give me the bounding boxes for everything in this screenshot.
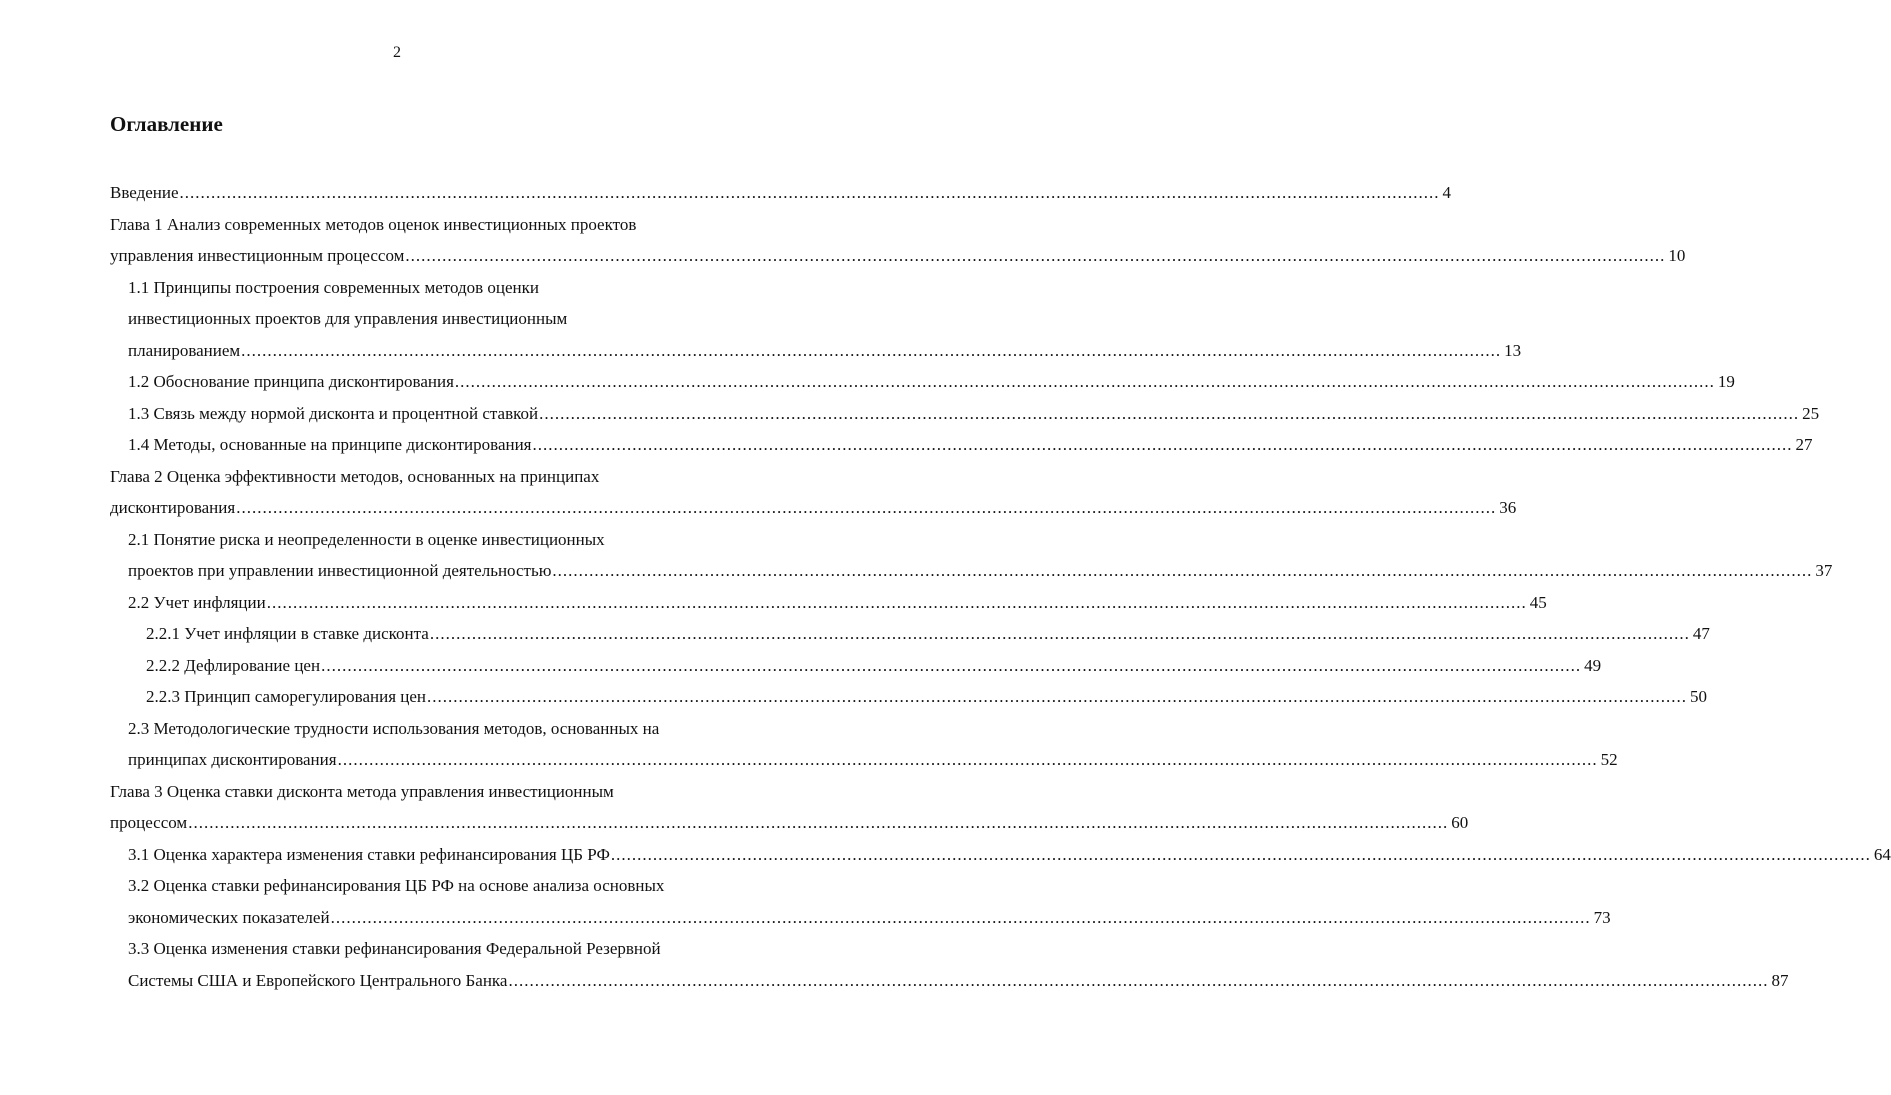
leader-dots: ................................................................................................................................................................................................................................................ (532, 435, 1793, 454)
toc-entry-text: дисконтирования (110, 492, 236, 524)
toc-entry-text: 2.1 Понятие риска и неопределенности в оценке инвестиционных (128, 529, 605, 549)
toc-entry-3-3-cont[interactable] (0, 965, 1789, 997)
toc-entry-chapter-3-cont[interactable] (0, 807, 1469, 839)
toc-entry-1-3[interactable] (0, 398, 1820, 430)
leader-dots: ................................................................................................................................................................................................................................................ (337, 750, 1598, 769)
toc-entry-chapter-2-cont[interactable] (0, 492, 1517, 524)
leader-dots: ................................................................................................................................................................................................................................................ (405, 246, 1666, 265)
toc-entry-text: экономических показателей (128, 902, 331, 934)
toc-entry-2-3-cont[interactable] (0, 744, 1618, 776)
toc-entry-text: 2.2.2 Дефлирование цен (146, 650, 321, 682)
leader-dots: ................................................................................................................................................................................................................................................ (179, 183, 1440, 202)
table-of-contents (0, 177, 1891, 996)
toc-entry-text: проектов при управлении инвестиционной деятельностью (128, 555, 552, 587)
toc-page-number: 64 (1871, 839, 1891, 871)
toc-page-number: 13 (1501, 335, 1521, 367)
toc-entry-text: Введение (110, 177, 180, 209)
toc-entry-text: планированием (128, 335, 241, 367)
toc-page-number: 45 (1527, 587, 1547, 619)
toc-entry-text: процессом (110, 807, 188, 839)
toc-entry-text: 3.3 Оценка изменения ставки рефинансирования Федеральной Резервной (128, 939, 661, 958)
toc-page-number: 19 (1715, 366, 1735, 398)
toc-page-number: 25 (1799, 398, 1819, 430)
leader-dots: ................................................................................................................................................................................................................................................ (241, 340, 1502, 360)
toc-entry-text: 2.2.3 Принцип саморегулирования цен (146, 681, 427, 713)
toc-page-number: 60 (1448, 807, 1468, 839)
toc-page-number: 4 (1440, 177, 1452, 209)
leader-dots: ................................................................................................................................................................................................................................................ (610, 844, 1871, 864)
leader-dots: ................................................................................................................................................................................................................................................ (429, 624, 1690, 643)
toc-entry-text: 1.2 Обоснование принципа дисконтирования (128, 366, 455, 398)
toc-page-number: 52 (1598, 744, 1618, 776)
toc-entry-2-2[interactable] (0, 587, 1547, 619)
toc-page-number: 50 (1687, 681, 1707, 713)
leader-dots: ................................................................................................................................................................................................................................................ (508, 970, 1769, 990)
toc-entry-1-2[interactable] (0, 366, 1735, 398)
toc-entry-3-2-cont[interactable] (0, 902, 1611, 934)
toc-entry-3-3[interactable] (0, 933, 794, 965)
toc-entry-chapter-1[interactable] (0, 209, 794, 241)
toc-entry-2-2-3[interactable] (0, 681, 1708, 713)
toc-entry-1-1[interactable] (0, 272, 794, 304)
toc-page-number: 10 (1665, 240, 1685, 272)
toc-entry-2-1-cont[interactable] (0, 555, 1833, 587)
leader-dots: ................................................................................................................................................................................................................................................ (330, 907, 1591, 927)
toc-entry-text: Глава 3 Оценка ставки дисконта метода управления инвестиционным (110, 781, 614, 801)
leader-dots: ................................................................................................................................................................................................................................................ (427, 687, 1688, 706)
toc-entry-2-2-2[interactable] (0, 650, 1602, 682)
toc-entry-2-1[interactable] (0, 524, 794, 556)
toc-entry-text: Системы США и Европейского Центрального Банка (128, 965, 508, 997)
toc-entry-text: 1.1 Принципы построения современных методов оценки (128, 277, 539, 297)
toc-entry-3-1[interactable] (0, 839, 1891, 871)
toc-entry-text: инвестиционных проектов для управления инвестиционным (128, 309, 568, 328)
toc-entry-text: 3.1 Оценка характера изменения ставки рефинансирования ЦБ РФ (128, 839, 611, 871)
toc-page-number: 87 (1768, 965, 1788, 997)
page-number: 2 (393, 44, 401, 61)
toc-entry-text: 1.4 Методы, основанные на принципе дисконтирования (128, 429, 533, 461)
toc-entry-chapter-1-cont[interactable] (0, 240, 1686, 272)
toc-page-number: 27 (1793, 429, 1813, 461)
leader-dots: ................................................................................................................................................................................................................................................ (552, 561, 1813, 580)
toc-entry-text: 1.3 Связь между нормой дисконта и процентной ставкой (128, 398, 539, 430)
toc-entry-text: управления инвестиционным процессом (110, 240, 405, 272)
toc-entry-text: 2.3 Методологические трудности использования методов, основанных на (128, 718, 660, 738)
toc-page-number: 36 (1496, 492, 1516, 524)
toc-entry-text: Глава 2 Оценка эффективности методов, основанных на принципах (110, 466, 600, 486)
leader-dots: ................................................................................................................................................................................................................................................ (266, 592, 1527, 612)
toc-title: Оглавление (110, 112, 223, 136)
toc-entry-text: 3.2 Оценка ставки рефинансирования ЦБ РФ на основе анализа основных (128, 876, 665, 895)
toc-entry-chapter-3[interactable] (0, 776, 794, 808)
toc-entry-1-4[interactable] (0, 429, 1813, 461)
toc-entry-text: 2.2 Учет инфляции (128, 587, 267, 619)
leader-dots: ................................................................................................................................................................................................................................................ (236, 498, 1497, 517)
toc-page-number: 37 (1812, 555, 1832, 587)
toc-entry-text: принципах дисконтирования (128, 744, 338, 776)
toc-entry-text: Глава 1 Анализ современных методов оценок инвестиционных проектов (110, 214, 637, 234)
toc-entry-1-1-cont[interactable] (0, 335, 1522, 367)
toc-entry-1-1-cont[interactable] (0, 303, 794, 335)
toc-entry-chapter-2[interactable] (0, 461, 794, 493)
toc-entry-3-2[interactable] (0, 870, 794, 902)
leader-dots: ................................................................................................................................................................................................................................................ (188, 813, 1449, 832)
toc-entry-text: 2.2.1 Учет инфляции в ставке дисконта (146, 618, 430, 650)
leader-dots: ................................................................................................................................................................................................................................................ (539, 403, 1800, 423)
leader-dots: ................................................................................................................................................................................................................................................ (454, 372, 1715, 391)
toc-page-number: 73 (1591, 902, 1611, 934)
toc-entry-introduction[interactable] (0, 177, 1452, 209)
toc-page-number: 47 (1690, 618, 1710, 650)
leader-dots: ................................................................................................................................................................................................................................................ (321, 655, 1582, 675)
toc-entry-2-3[interactable] (0, 713, 794, 745)
toc-page-number: 49 (1581, 650, 1601, 682)
toc-entry-2-2-1[interactable] (0, 618, 1710, 650)
